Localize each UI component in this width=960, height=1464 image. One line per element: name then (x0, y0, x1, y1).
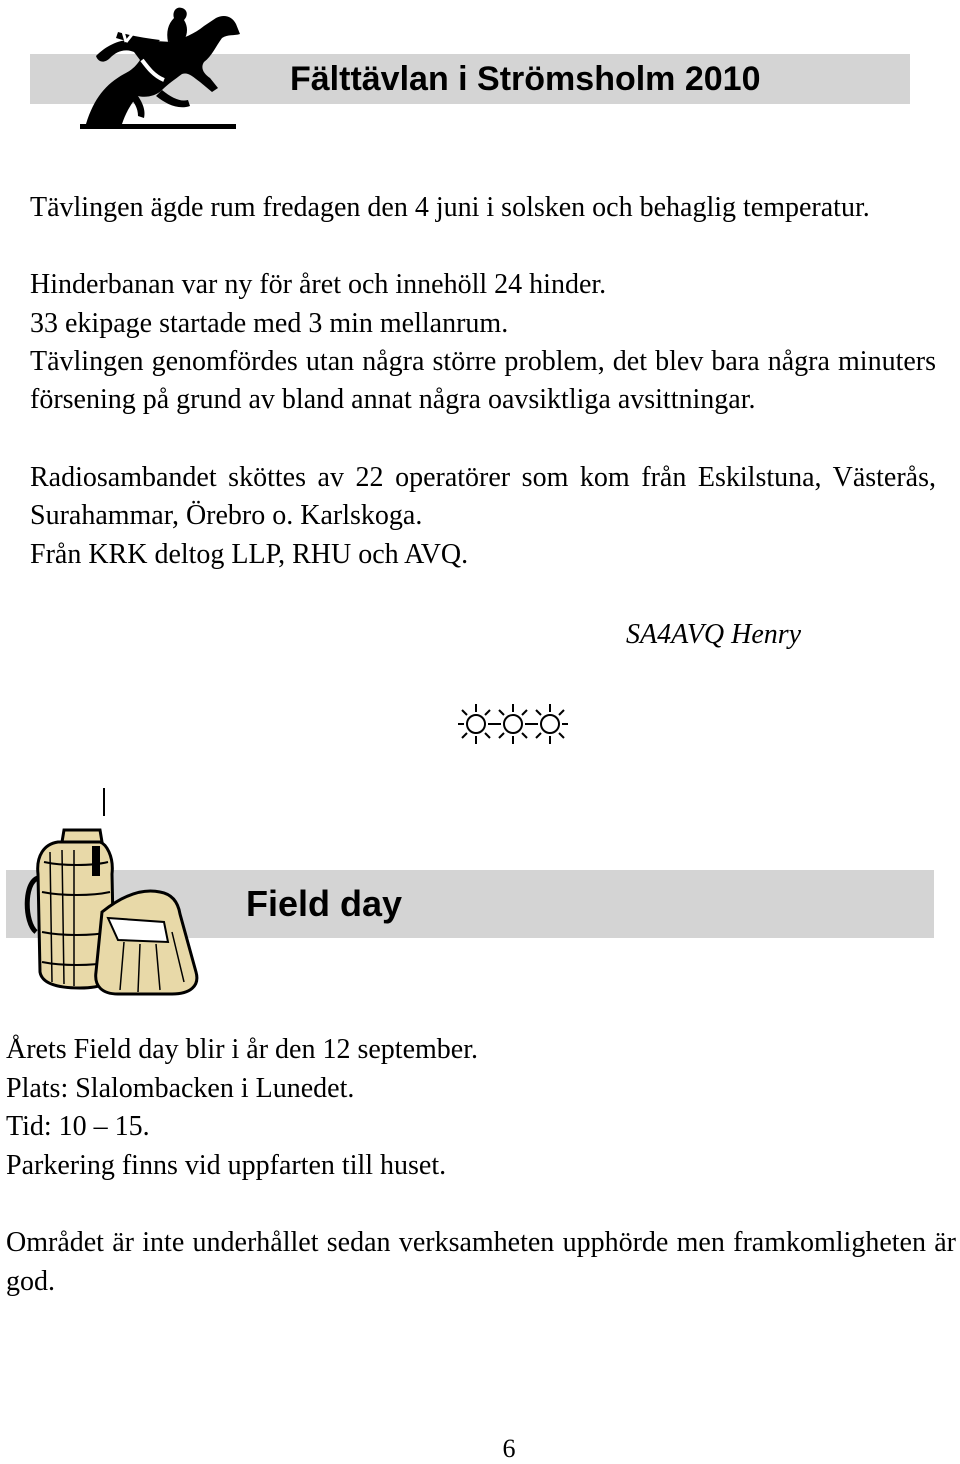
paragraph: Radiosambandet sköttes av 22 operatörer som kom från Eskilstuna, Västerås, Surahammar, Örebro o. Karlskoga. (30, 462, 936, 532)
sun-separator-icon (458, 700, 568, 748)
thermos-and-bag-icon (22, 822, 208, 998)
paragraph: Tävlingen genomfördes utan några större problem, det blev bara några minuters försening på grund av bland annat några oavsiktliga avsittningar. (30, 346, 936, 416)
field-day-info (6, 1031, 956, 1185)
author-signature: SA4AVQ Henry (626, 619, 802, 650)
info-line: Plats: Slalombacken i Lunedet. (6, 1072, 355, 1104)
horse-jumper-icon (76, 2, 246, 132)
paragraph: Hinderbanan var ny för året och innehöll 24 hinder. (30, 269, 607, 300)
info-line: Tid: 10 – 15. (6, 1111, 150, 1142)
paragraph: Från KRK deltog LLP, RHU och AVQ. (30, 539, 469, 570)
info-line: Parkering finns vid uppfarten till huset. (6, 1149, 447, 1181)
paragraph: 33 ekipage startade med 3 min mellanrum. (30, 308, 509, 339)
info-line: Årets Field day blir i år den 12 september. (6, 1034, 478, 1065)
divider-mark (103, 788, 105, 816)
field-day-note: Området är inte underhållet sedan verksamheten upphörde men framkomligheten är god. (6, 1227, 956, 1297)
section-title: Field day (246, 883, 403, 924)
page-number: 6 (502, 1434, 516, 1463)
section-title: Fälttävlan i Strömsholm 2010 (290, 60, 761, 98)
paragraph: Tävlingen ägde rum fredagen den 4 juni i solsken och behaglig temperatur. (30, 192, 870, 223)
